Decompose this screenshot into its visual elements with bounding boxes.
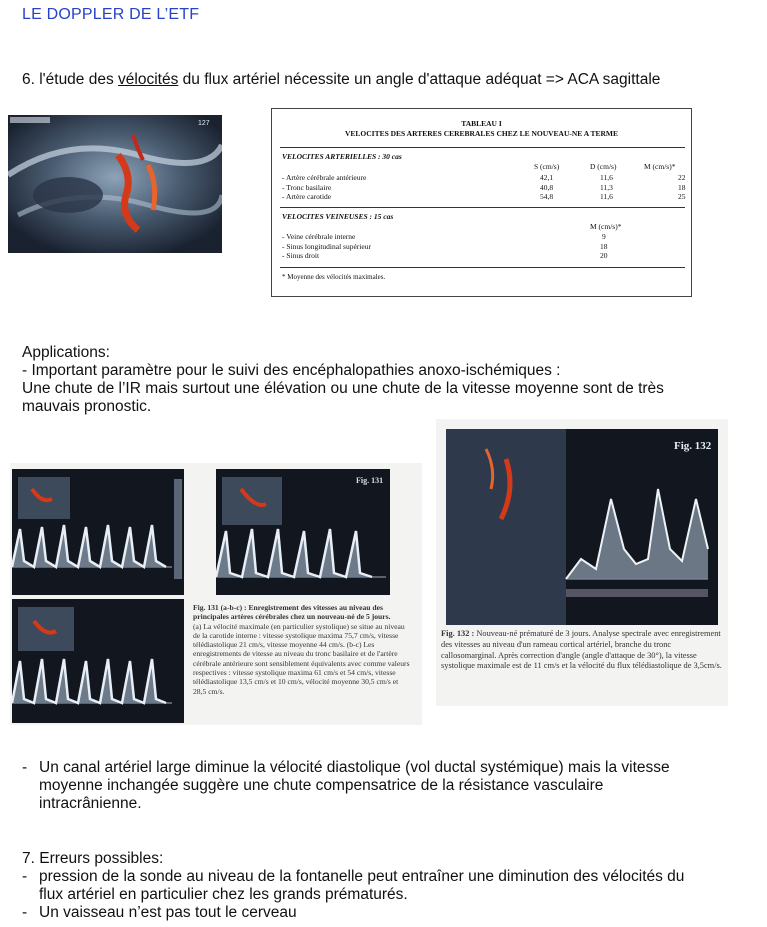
row-s: 54,8 xyxy=(540,192,554,201)
table-row xyxy=(282,192,687,202)
table-row xyxy=(282,173,687,183)
col-vm-header: M (cm/s)* xyxy=(590,222,622,231)
list-dash: - xyxy=(22,904,28,921)
section-6-heading xyxy=(22,71,660,89)
us-top-label: 127 xyxy=(198,120,210,127)
canal-arteriel-note xyxy=(22,759,722,819)
section-6-link: vélocités xyxy=(118,71,179,88)
row-m: 9 xyxy=(602,232,606,241)
fig132-title: Fig. 132 : xyxy=(441,629,475,638)
error-item-2 xyxy=(22,904,722,924)
venous-heading: VELOCITES VEINEUSES : 15 cas xyxy=(282,212,394,221)
list-dash: - xyxy=(22,868,28,885)
fig132-body: Nouveau-né prématuré de 3 jours. Analyse spectrale avec enregistrement des vitesses au niveau d'un rameau cortical artériel, branche du tronc callosomarginal. Après correction d'angle (angle d'attaque de 30°), la vitesse systolique maximale est de 11 cm/s et la vélocité du flux télédiastolique de 3,5cm/s. xyxy=(441,629,722,671)
col-m-header: M (cm/s)* xyxy=(644,162,676,171)
errors-title: 7. Erreurs possibles: xyxy=(22,850,164,867)
arterial-heading: VELOCITES ARTERIELLES : 30 cas xyxy=(282,152,402,161)
table-row xyxy=(282,232,687,242)
fig132-label: Fig. 132 xyxy=(674,440,712,452)
fig131-label: Fig. 131 xyxy=(356,476,384,485)
row-d: 11,6 xyxy=(600,192,613,201)
venous-rows xyxy=(282,232,687,261)
doppler-panel-132 xyxy=(446,429,718,625)
error-item-text: Un vaisseau n’est pas tout le cerveau xyxy=(39,904,297,921)
row-s: 42,1 xyxy=(540,173,554,182)
section-6-post: du flux artériel nécessite un angle d'attaque adéquat => ACA sagittale xyxy=(178,71,661,88)
fig131-body: (a) La vélocité maximale (en particulier systolique) se situe au niveau de la carotide interne : vitesse systolique maxima 75,7 cm/s, vitesse télédiastolique 21 cm/s, vitesse moyenne 44 cm/s. (b-c) Les enregistrements de vitesse au niveau du tronc basilaire et de l'artère cérébrale antérieure sont sensiblement équivalents avec comme valeurs respectives : vitesse systolique maxima 61 cm/s et 54 cm/s, vitesse télédiastolique 13,5 cm/s et 10 cm/s, vélocité moyenne 30,5 cm/s et 28,5 cm/s. xyxy=(193,621,410,696)
doppler-panel-b xyxy=(216,469,390,595)
figure-131 xyxy=(10,463,422,725)
list-dash: - xyxy=(22,759,28,776)
table-subtitle: VELOCITES DES ARTERES CEREBRALES CHEZ LE NOUVEAU-NE A TERME xyxy=(344,129,618,138)
doppler-panel-c xyxy=(12,599,184,723)
table-footnote: * Moyenne des vélocités maximales. xyxy=(282,273,386,281)
fig132-caption xyxy=(441,629,723,672)
row-name: - Tronc basilaire xyxy=(282,182,332,192)
row-m: 20 xyxy=(600,251,608,260)
applications-title: Applications: xyxy=(22,344,110,361)
row-name: - Veine cérébrale interne xyxy=(282,232,356,241)
applications-line1: - Important paramètre pour le suivi des encéphalopathies anoxo-ischémiques : xyxy=(22,362,561,379)
ultrasound-image-sagittal xyxy=(8,115,222,253)
applications-block xyxy=(22,344,722,416)
arterial-rows xyxy=(282,173,687,202)
row-name: - Sinus longitudinal supérieur xyxy=(282,241,371,251)
applications-line2: Une chute de l’IR mais surtout une élévation ou une chute de la vitesse moyenne sont de très xyxy=(22,380,664,397)
row-d: 11,6 xyxy=(600,173,613,182)
error-item-1 xyxy=(22,868,722,908)
row-m: 18 xyxy=(678,182,686,192)
row-name: - Artère carotide xyxy=(282,192,332,201)
velocity-table xyxy=(271,108,692,297)
table-title: TABLEAU I xyxy=(461,119,502,128)
table-row xyxy=(282,242,687,252)
row-m: 22 xyxy=(678,173,686,182)
ultrasound-sagittal-drawing xyxy=(8,115,222,253)
table-row xyxy=(282,251,687,261)
section-6-pre: 6. l'étude des xyxy=(22,71,119,88)
row-m: 18 xyxy=(600,241,608,251)
row-name: - Sinus droit xyxy=(282,251,320,260)
row-s: 40,8 xyxy=(540,182,554,192)
figure-132 xyxy=(436,419,728,706)
fig131-caption xyxy=(193,603,411,696)
row-name: - Artère cérébrale antérieure xyxy=(282,173,367,182)
col-d-header: D (cm/s) xyxy=(590,162,617,171)
page-title: LE DOPPLER DE L’ETF xyxy=(22,6,200,23)
doppler-panel-a xyxy=(12,469,184,595)
row-m: 25 xyxy=(678,192,686,201)
row-d: 11,3 xyxy=(600,182,613,192)
error-item-text: pression de la sonde au niveau de la fontanelle peut entraîner une diminution des vélocités du flux artériel en particulier chez les grands prématurés. xyxy=(39,868,685,903)
col-s-header: S (cm/s) xyxy=(534,162,560,171)
fig131-title: Fig. 131 (a-b-c) : Enregistrement des vitesses au niveau des principales artères cérébrales chez un nouveau-né de 5 jours. xyxy=(193,603,391,622)
table-row xyxy=(282,183,687,193)
applications-line3: mauvais pronostic. xyxy=(22,398,152,415)
canal-text: Un canal artériel large diminue la vélocité diastolique (vol ductal systémique) mais la vitesse moyenne inchangée suggère une chute compensatrice de la résistance vasculaire intracrânienne. xyxy=(39,759,670,812)
